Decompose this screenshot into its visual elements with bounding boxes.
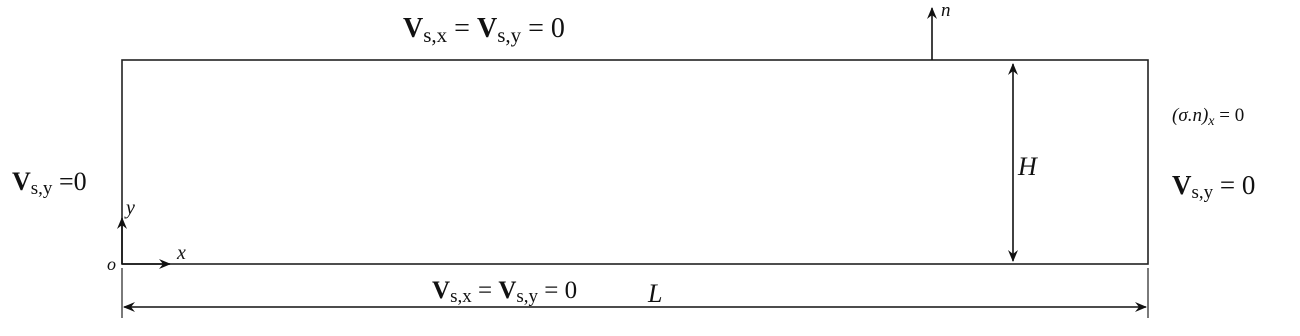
left-velocity-subscript: s,y xyxy=(30,178,53,199)
right-velocity-symbol: V xyxy=(1172,170,1192,200)
origin-label: o xyxy=(107,254,116,274)
right-equals: = 0 xyxy=(1213,170,1256,200)
top-equals-2: = 0 xyxy=(521,13,565,44)
normal-label: n xyxy=(941,0,951,21)
bottom-equals-1: = xyxy=(471,277,499,304)
right-stress-subscript: x xyxy=(1208,114,1215,129)
length-label: L xyxy=(648,279,663,308)
right-boundary-condition xyxy=(1172,170,1255,203)
bottom-velocity-symbol-1: V xyxy=(432,277,451,304)
left-equals: =0 xyxy=(52,167,87,196)
left-velocity-symbol: V xyxy=(12,167,31,196)
x-axis-label: x xyxy=(177,242,186,264)
top-velocity-symbol-1: V xyxy=(403,13,424,44)
top-velocity-subscript-1: s,x xyxy=(423,23,448,47)
top-boundary-condition xyxy=(403,13,565,47)
bottom-boundary-condition xyxy=(432,277,577,307)
domain-rectangle xyxy=(122,60,1148,264)
right-velocity-subscript: s,y xyxy=(1191,182,1214,203)
top-equals-1: = xyxy=(447,13,477,44)
height-label: H xyxy=(1018,152,1037,181)
top-velocity-symbol-2: V xyxy=(476,13,498,44)
right-stress-main: (σ.n) xyxy=(1172,105,1209,126)
bottom-velocity-subscript-2: s,y xyxy=(516,286,539,307)
left-boundary-condition xyxy=(12,167,87,199)
top-velocity-subscript-2: s,y xyxy=(497,23,522,47)
bottom-velocity-symbol-2: V xyxy=(498,277,517,304)
y-axis-label: y xyxy=(126,197,135,219)
right-stress-equals: = 0 xyxy=(1214,105,1245,126)
bottom-velocity-subscript-1: s,x xyxy=(450,286,472,307)
bottom-equals-2: = 0 xyxy=(538,277,578,304)
right-stress-condition xyxy=(1172,105,1244,129)
